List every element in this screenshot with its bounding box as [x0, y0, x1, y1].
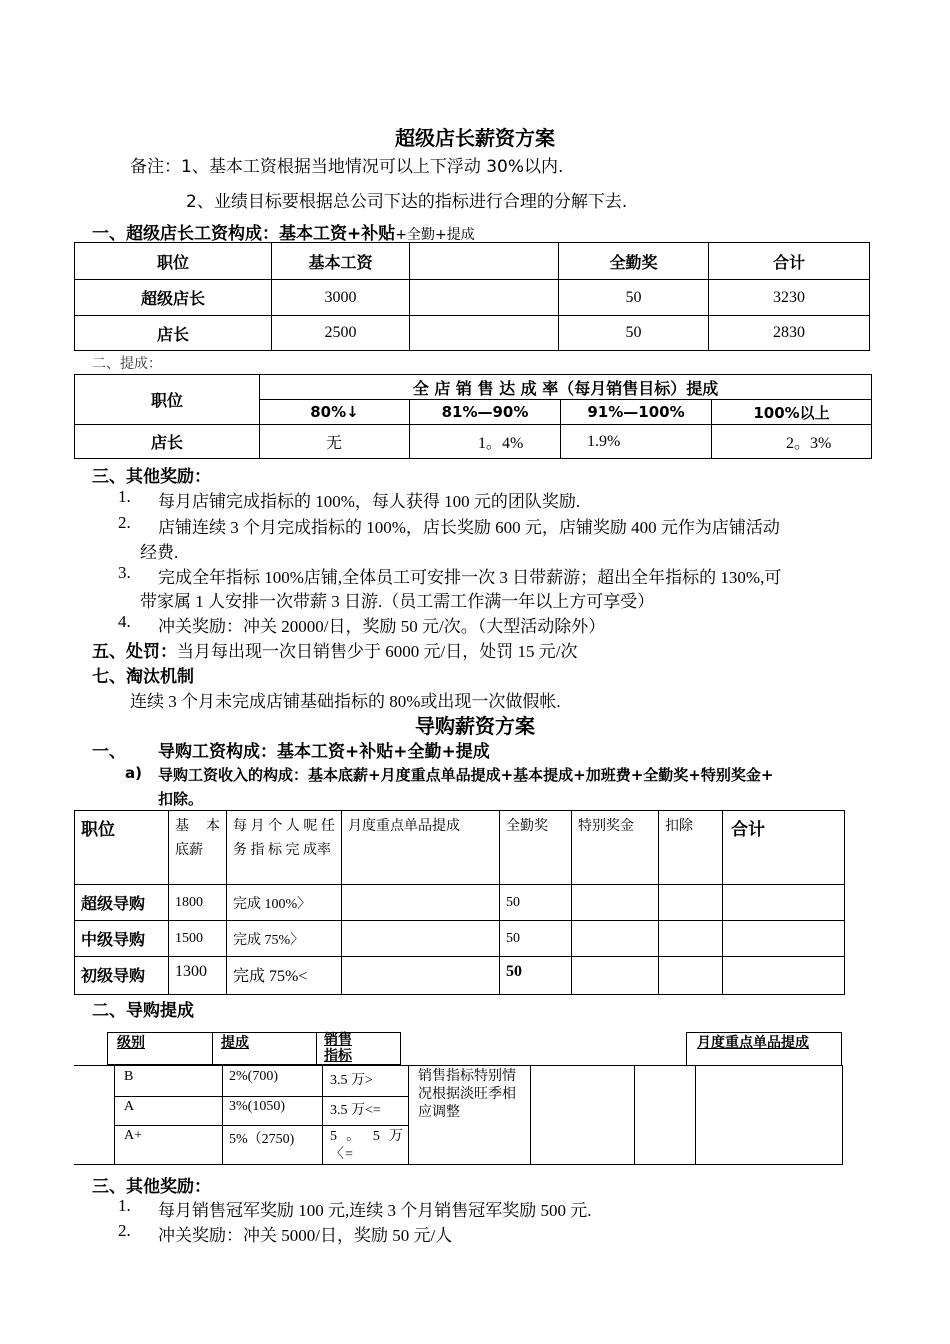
header-range: 81%—90% — [410, 400, 561, 425]
cell-base-pay: 1300 — [169, 957, 227, 995]
cell-commission: 5%（2750) — [229, 1132, 295, 1147]
cell-position: 初级导购 — [75, 957, 169, 995]
cell-total: 2830 — [709, 316, 870, 351]
list-item-continuation: 带家属 1 人安排一次带薪 3 日游.（员工需工作满一年以上方可享受） — [140, 592, 655, 611]
list-item: 完成全年指标 100%店铺,全体员工可安排一次 3 日带薪游；超出全年指标的 130%,可 — [158, 568, 782, 587]
header-total: 合计 — [723, 811, 845, 885]
header-range: 91%—100% — [561, 400, 712, 425]
grid-divider — [322, 1065, 323, 1165]
cell-total: 3230 — [709, 280, 870, 316]
cell-attendance: 50 — [500, 957, 572, 995]
section1-title: 一、超级店长工资构成：基本工资+补贴 — [92, 224, 396, 244]
cell-rate: 1.9% — [561, 425, 712, 459]
header-key-item-commission: 月度重点单品提成 — [342, 811, 500, 885]
list-item-number: 3. — [118, 563, 131, 582]
cell-sales-target: 3.5 万> — [330, 1073, 373, 1088]
grid-divider — [212, 1032, 213, 1065]
g2-heading: 二、导购提成 — [92, 1001, 194, 1021]
grid-divider — [114, 1096, 409, 1097]
list-item: 冲关奖励：冲关 20000/日，奖励 50 元/次。（大型活动除外） — [158, 617, 606, 636]
list-item-number: 4. — [118, 612, 131, 631]
g1-number: 一、 — [92, 742, 126, 762]
header-base-salary: 基本工资 — [272, 243, 410, 280]
ga-number: a) — [125, 764, 142, 782]
cell-rate: 1。4% — [410, 425, 561, 459]
section5-text: 当月每出现一次日销售少于 6000 元/日，处罚 15 元/次 — [177, 642, 578, 661]
cell-sales-target: 5 。 5 万〈= — [330, 1129, 404, 1162]
cell-position: 店长 — [75, 316, 272, 351]
cell-commission: 3%(1050) — [229, 1099, 285, 1114]
cell-base-pay: 1800 — [169, 885, 227, 921]
list-item: 每月销售冠军奖励 100 元,连续 3 个月销售冠军奖励 500 元. — [158, 1201, 592, 1220]
cell-attendance: 50 — [559, 280, 709, 316]
header-special-bonus: 特别奖金 — [572, 811, 659, 885]
header-range: 100%以上 — [712, 400, 872, 425]
list-item-number: 1. — [118, 1196, 131, 1215]
grid-divider — [695, 1065, 696, 1165]
list-item-continuation: 经费. — [140, 543, 179, 562]
cell-base-pay: 1500 — [169, 921, 227, 957]
note-1: 备注：1、基本工资根据当地情况可以上下浮动 30%以内. — [130, 157, 564, 177]
header-achievement-rate: 全 店 销 售 达 成 率（每月销售目标）提成 — [260, 375, 872, 400]
cell-position: 中级导购 — [75, 921, 169, 957]
g3-heading: 三、其他奖励： — [92, 1177, 211, 1197]
list-item-number: 2. — [118, 513, 131, 532]
grid-divider — [114, 1125, 409, 1126]
list-item: 店铺连续 3 个月完成指标的 100%，店长奖励 600 元，店铺奖励 400 元作为店铺活动 — [158, 518, 780, 537]
grid-divider — [222, 1065, 223, 1165]
section2-heading: 二、提成： — [92, 356, 162, 372]
cell-attendance: 50 — [500, 921, 572, 957]
list-item-number: 1. — [118, 487, 131, 506]
cell-rate: 2。3% — [712, 425, 872, 459]
cell-completion: 完成 100%〉 — [227, 885, 342, 921]
section5-label: 五、处罚： — [92, 642, 177, 662]
g1-heading: 导购工资构成：基本工资+补贴+全勤+提成 — [158, 742, 490, 762]
section1-title-suffix: +全勤+提成 — [395, 227, 475, 243]
section3-heading: 三、其他奖励： — [92, 467, 211, 487]
ga-text: 导购工资收入的构成：基本底薪+月度重点单品提成+基本提成+加班费+全勤奖+特别奖金+ — [158, 766, 774, 784]
page-title: 超级店长薪资方案 — [395, 126, 555, 150]
cell-sales-target: 3.5 万<= — [330, 1103, 381, 1118]
header-total: 合计 — [709, 243, 870, 280]
cell-level: A — [124, 1099, 135, 1114]
cell-attendance: 50 — [500, 885, 572, 921]
cell-commission: 2%(700) — [229, 1069, 278, 1084]
grid-divider — [634, 1065, 635, 1165]
cell-rate: 无 — [260, 425, 410, 459]
section7-text: 连续 3 个月未完成店铺基础指标的 80%或出现一次做假帐. — [130, 692, 561, 711]
header-base-pay: 基 本 底薪 — [169, 811, 227, 885]
cell-completion: 完成 75%< — [227, 957, 342, 995]
ga-text-continuation: 扣除。 — [158, 790, 204, 808]
page-title-2: 导购薪资方案 — [415, 714, 535, 738]
header-attendance: 全勤奖 — [500, 811, 572, 885]
header-key-item-commission: 月度重点单品提成 — [697, 1035, 809, 1051]
cell-position: 超级导购 — [75, 885, 169, 921]
cell-completion: 完成 75%〉 — [227, 921, 342, 957]
header-deduction: 扣除 — [659, 811, 723, 885]
grid-divider — [408, 1065, 409, 1165]
cell-attendance: 50 — [559, 316, 709, 351]
grid-divider — [316, 1032, 317, 1065]
list-item: 每月店铺完成指标的 100%，每人获得 100 元的团队奖励. — [158, 492, 581, 511]
cell-level: A+ — [124, 1128, 143, 1143]
cell-level: B — [124, 1069, 134, 1084]
note-2: 2、业绩目标要根据总公司下达的指标进行合理的分解下去. — [186, 192, 628, 212]
grid-divider — [530, 1065, 531, 1165]
header-attendance: 全勤奖 — [559, 243, 709, 280]
header-position: 职位 — [75, 243, 272, 280]
grid-note: 销售指标特别情况根据淡旺季相应调整 — [418, 1068, 516, 1120]
list-item-number: 2. — [118, 1221, 131, 1240]
header-level: 级别 — [117, 1035, 145, 1051]
header-position: 职位 — [75, 375, 260, 425]
cell-base: 3000 — [272, 280, 410, 316]
grid-divider — [114, 1065, 115, 1165]
section7-heading: 七、淘汰机制 — [92, 667, 194, 687]
cell-position: 超级店长 — [75, 280, 272, 316]
header-task-completion: 每 月 个 人 呢 任 务 指 标 完 成率 — [227, 811, 342, 885]
header-commission: 提成 — [221, 1035, 249, 1051]
header-sales-target: 销售指标 — [324, 1032, 352, 1064]
list-item: 冲关奖励：冲关 5000/日，奖励 50 元/人 — [158, 1226, 453, 1245]
header-range: 80%↓ — [260, 400, 410, 425]
cell-base: 2500 — [272, 316, 410, 351]
header-position: 职位 — [75, 811, 169, 885]
cell-position: 店长 — [75, 425, 260, 459]
